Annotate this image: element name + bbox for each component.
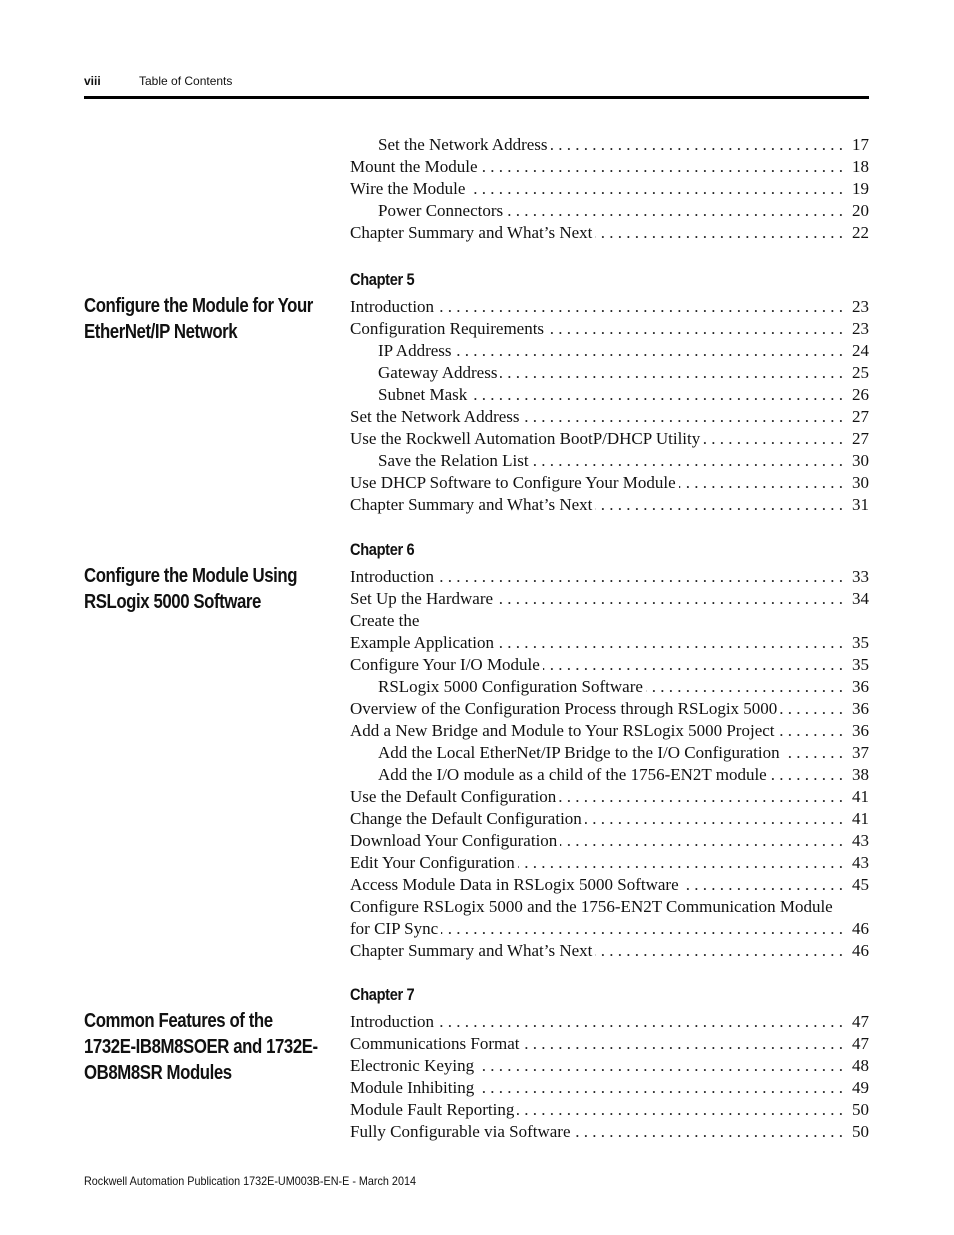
page-header: [84, 72, 869, 92]
toc-entry-title: Example Application: [350, 632, 497, 654]
toc-entry-page: 41: [848, 808, 869, 830]
toc-entry-page: 36: [848, 698, 869, 720]
toc-entry-page: 37: [848, 742, 869, 764]
toc-entry-title: Configure Your I/O Module: [350, 654, 543, 676]
toc-entry-title: Wire the Module: [350, 178, 468, 200]
toc-entry[interactable]: [350, 406, 869, 428]
toc-entry-page: 30: [848, 450, 869, 472]
toc-entry[interactable]: [350, 720, 869, 742]
toc-entry-page: 50: [848, 1099, 869, 1121]
toc-entry-page: 26: [848, 384, 869, 406]
toc-entry-title: Add the Local EtherNet/IP Bridge to the I/O Configuration: [378, 742, 783, 764]
chapter-label: Chapter 5: [350, 270, 415, 289]
toc-entry-page: 41: [848, 786, 869, 808]
toc-entry[interactable]: [350, 178, 869, 200]
toc-entry[interactable]: [378, 742, 869, 764]
toc-entry-title: RSLogix 5000 Configuration Software: [378, 676, 646, 698]
toc-entry-title: Chapter Summary and What’s Next: [350, 494, 595, 516]
toc-continued-section: [350, 134, 869, 244]
toc-entry-page: 46: [848, 940, 869, 962]
toc-entry-page: 23: [848, 318, 869, 340]
toc-entry-title: Edit Your Configuration: [350, 852, 518, 874]
toc-entry-title: Set Up the Hardware: [350, 588, 496, 610]
toc-entry-page: 22: [848, 222, 869, 244]
toc-entry-page: 35: [848, 654, 869, 676]
toc-entry-title: Power Connectors: [378, 200, 506, 222]
toc-entry-page: 47: [848, 1033, 869, 1055]
toc-entry-page: 19: [848, 178, 869, 200]
toc-entry[interactable]: [378, 676, 869, 698]
toc-entry-title: Download Your Configuration: [350, 830, 560, 852]
chapter-entries: [350, 566, 869, 962]
header-title: Table of Contents: [139, 74, 233, 88]
toc-entry-page: 50: [848, 1121, 869, 1143]
toc-entry[interactable]: [350, 632, 869, 654]
toc-entry-title: for CIP Sync: [350, 918, 441, 940]
toc-entry[interactable]: [350, 1099, 869, 1121]
toc-entry[interactable]: [350, 1055, 869, 1077]
toc-entry-title: Use the Default Configuration: [350, 786, 559, 808]
toc-entry-title: Overview of the Configuration Process through RSLogix 5000: [350, 698, 780, 720]
chapter-entries: [350, 296, 869, 516]
toc-entry[interactable]: [350, 786, 869, 808]
toc-entry-page: 45: [848, 874, 869, 896]
toc-entry[interactable]: [350, 698, 869, 720]
toc-entry-title: Change the Default Configuration: [350, 808, 585, 830]
toc-entry[interactable]: [378, 362, 869, 384]
toc-entry[interactable]: [350, 428, 869, 450]
toc-entry[interactable]: [350, 1011, 869, 1033]
toc-entry-page: 25: [848, 362, 869, 384]
toc-entry[interactable]: [378, 200, 869, 222]
toc-entry[interactable]: [350, 318, 869, 340]
toc-entry-title: Configuration Requirements: [350, 318, 547, 340]
toc-entry-title: Save the Relation List: [378, 450, 532, 472]
toc-entry-page: 47: [848, 1011, 869, 1033]
toc-entry[interactable]: [350, 830, 869, 852]
toc-entry-page: 33: [848, 566, 869, 588]
toc-entry-page: 43: [848, 830, 869, 852]
page-number: viii: [84, 74, 101, 88]
toc-entry[interactable]: [350, 1033, 869, 1055]
toc-entry-title: Module Fault Reporting: [350, 1099, 517, 1121]
toc-entry-title: Create the: [350, 610, 422, 632]
chapter-label: Chapter 6: [350, 540, 415, 559]
toc-entry-page: 17: [848, 134, 869, 156]
toc-entry[interactable]: [350, 610, 869, 632]
toc-entry-title: Use DHCP Software to Configure Your Module: [350, 472, 679, 494]
toc-entry[interactable]: [350, 808, 869, 830]
toc-entry[interactable]: [350, 1121, 869, 1143]
toc-entry-page: 34: [848, 588, 869, 610]
header-rule: [84, 96, 869, 99]
chapter-label: Chapter 7: [350, 985, 415, 1004]
toc-entry-page: 27: [848, 406, 869, 428]
toc-entry-page: 20: [848, 200, 869, 222]
toc-entry-title: Introduction: [350, 566, 437, 588]
toc-entry[interactable]: [350, 918, 869, 940]
toc-entry[interactable]: [350, 472, 869, 494]
chapter-title: Configure the Module for Your EtherNet/IP Network: [84, 295, 313, 343]
toc-entry-page: 48: [848, 1055, 869, 1077]
toc-entry-page: 46: [848, 918, 869, 940]
toc-entry-title: Access Module Data in RSLogix 5000 Software: [350, 874, 682, 896]
toc-entry-title: Fully Configurable via Software: [350, 1121, 574, 1143]
chapter-entries: [350, 1011, 869, 1143]
toc-entry[interactable]: [350, 874, 869, 896]
toc-entry-title: Mount the Module: [350, 156, 481, 178]
toc-entry-title: Set the Network Address: [350, 406, 523, 428]
toc-entry[interactable]: [350, 852, 869, 874]
toc-entry[interactable]: [350, 156, 869, 178]
toc-entry-title: IP Address: [378, 340, 455, 362]
toc-entry-page: 24: [848, 340, 869, 362]
toc-entry[interactable]: [350, 896, 869, 918]
toc-entry-page: 27: [848, 428, 869, 450]
toc-entry[interactable]: [350, 566, 869, 588]
toc-entry-page: 43: [848, 852, 869, 874]
toc-entry[interactable]: [378, 450, 869, 472]
toc-entry-title: Use the Rockwell Automation BootP/DHCP Utility: [350, 428, 703, 450]
page-footer: Rockwell Automation Publication 1732E-UM003B-EN-E - March 2014: [84, 1174, 416, 1188]
toc-entry-page: 23: [848, 296, 869, 318]
toc-entry[interactable]: [378, 340, 869, 362]
toc-entry[interactable]: [350, 588, 869, 610]
toc-entry-title: Module Inhibiting: [350, 1077, 477, 1099]
toc-entry-title: Electronic Keying: [350, 1055, 477, 1077]
toc-entry[interactable]: [350, 940, 869, 962]
toc-entry[interactable]: [378, 764, 869, 786]
toc-entry-title: Introduction: [350, 296, 437, 318]
toc-entry[interactable]: [350, 1077, 869, 1099]
toc-entry-page: 36: [848, 676, 869, 698]
toc-entry[interactable]: [378, 384, 869, 406]
toc-entry[interactable]: [378, 134, 869, 156]
toc-entry-title: Subnet Mask: [378, 384, 470, 406]
toc-entry-title: Chapter Summary and What’s Next: [350, 940, 595, 962]
toc-entry-title: Add the I/O module as a child of the 1756-EN2T module: [378, 764, 770, 786]
toc-entry-title: Communications Format: [350, 1033, 523, 1055]
toc-entry-title: Introduction: [350, 1011, 437, 1033]
chapter-title: Common Features of the 1732E-IB8M8SOER and 1732E-OB8M8SR Modules: [84, 1010, 318, 1084]
toc-entry-page: 31: [848, 494, 869, 516]
toc-entry-title: Gateway Address: [378, 362, 500, 384]
toc-entry-title: Chapter Summary and What’s Next: [350, 222, 595, 244]
toc-entry-title: Set the Network Address: [378, 134, 551, 156]
chapter-title: Configure the Module Using RSLogix 5000 Software: [84, 565, 298, 613]
toc-entry-page: 35: [848, 632, 869, 654]
toc-entry-page: 18: [848, 156, 869, 178]
toc-entry-page: 49: [848, 1077, 869, 1099]
toc-entry[interactable]: [350, 222, 869, 244]
toc-entry-title: Add a New Bridge and Module to Your RSLogix 5000 Project: [350, 720, 778, 742]
toc-entry-page: 36: [848, 720, 869, 742]
toc-entry-title: Configure RSLogix 5000 and the 1756-EN2T Communication Module: [350, 896, 836, 918]
toc-entry[interactable]: [350, 654, 869, 676]
toc-entry[interactable]: [350, 296, 869, 318]
toc-entry[interactable]: [350, 494, 869, 516]
toc-entry-page: 38: [848, 764, 869, 786]
toc-entry-page: 30: [848, 472, 869, 494]
